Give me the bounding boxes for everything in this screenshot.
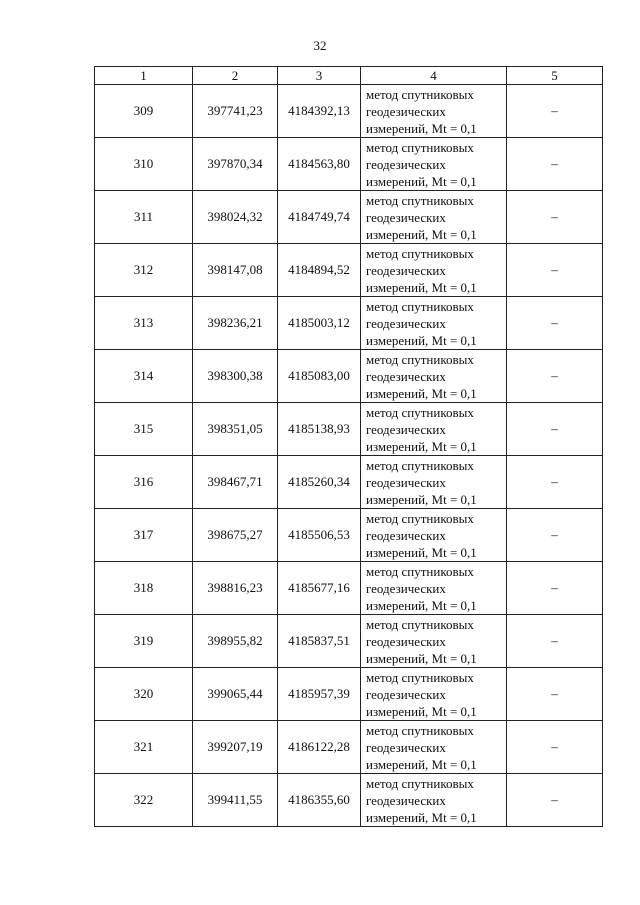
- point-number-cell: 318: [95, 562, 193, 615]
- column-header-4: 4: [361, 67, 507, 85]
- y-coordinate-cell: 4185677,16: [278, 562, 361, 615]
- column-header-5: 5: [507, 67, 603, 85]
- method-text: метод спутниковых геодезических измерений, Mt = 0,1: [366, 510, 477, 560]
- table-row: [95, 615, 603, 668]
- note-cell: –: [507, 509, 603, 562]
- method-cell: [361, 297, 507, 350]
- point-number-cell: 322: [95, 774, 193, 827]
- x-coordinate-cell: 399065,44: [193, 668, 278, 721]
- x-coordinate-cell: 399207,19: [193, 721, 278, 774]
- method-cell: [361, 138, 507, 191]
- x-coordinate-cell: 398300,38: [193, 350, 278, 403]
- y-coordinate-cell: 4184749,74: [278, 191, 361, 244]
- method-cell: [361, 774, 507, 827]
- method-cell: [361, 615, 507, 668]
- method-text: метод спутниковых геодезических измерений, Mt = 0,1: [366, 192, 477, 242]
- method-text: метод спутниковых геодезических измерений, Mt = 0,1: [366, 298, 477, 348]
- y-coordinate-cell: 4185260,34: [278, 456, 361, 509]
- note-cell: –: [507, 774, 603, 827]
- table-row: [95, 721, 603, 774]
- method-cell: [361, 403, 507, 456]
- page-number: 32: [313, 38, 327, 53]
- method-text: метод спутниковых геодезических измерений, Mt = 0,1: [366, 775, 477, 825]
- table-row: [95, 668, 603, 721]
- method-text: метод спутниковых геодезических измерений, Mt = 0,1: [366, 616, 477, 666]
- table-row: [95, 456, 603, 509]
- method-text: метод спутниковых геодезических измерений, Mt = 0,1: [366, 404, 477, 454]
- x-coordinate-cell: 397870,34: [193, 138, 278, 191]
- note-cell: –: [507, 668, 603, 721]
- x-coordinate-cell: 397741,23: [193, 85, 278, 138]
- method-text: метод спутниковых геодезических измерений, Mt = 0,1: [366, 86, 477, 136]
- table-row: [95, 85, 603, 138]
- table-body: [95, 85, 603, 827]
- point-number-cell: 310: [95, 138, 193, 191]
- point-number-cell: 321: [95, 721, 193, 774]
- method-text: метод спутниковых геодезических измерений, Mt = 0,1: [366, 669, 477, 719]
- method-text: метод спутниковых геодезических измерений, Mt = 0,1: [366, 245, 477, 295]
- method-cell: [361, 85, 507, 138]
- coordinates-table: [94, 66, 603, 827]
- note-cell: –: [507, 244, 603, 297]
- column-header-2: 2: [193, 67, 278, 85]
- point-number-cell: 312: [95, 244, 193, 297]
- y-coordinate-cell: 4184894,52: [278, 244, 361, 297]
- table-row: [95, 509, 603, 562]
- note-cell: –: [507, 85, 603, 138]
- note-cell: –: [507, 403, 603, 456]
- point-number-cell: 316: [95, 456, 193, 509]
- point-number-cell: 320: [95, 668, 193, 721]
- point-number-cell: 315: [95, 403, 193, 456]
- method-cell: [361, 350, 507, 403]
- x-coordinate-cell: 398816,23: [193, 562, 278, 615]
- method-cell: [361, 509, 507, 562]
- method-text: метод спутниковых геодезических измерений, Mt = 0,1: [366, 722, 477, 772]
- method-cell: [361, 244, 507, 297]
- method-cell: [361, 456, 507, 509]
- y-coordinate-cell: 4184563,80: [278, 138, 361, 191]
- note-cell: –: [507, 350, 603, 403]
- table-row: [95, 244, 603, 297]
- method-text: метод спутниковых геодезических измерений, Mt = 0,1: [366, 457, 477, 507]
- table-row: [95, 297, 603, 350]
- x-coordinate-cell: 398024,32: [193, 191, 278, 244]
- method-cell: [361, 562, 507, 615]
- y-coordinate-cell: 4184392,13: [278, 85, 361, 138]
- note-cell: –: [507, 297, 603, 350]
- x-coordinate-cell: 398955,82: [193, 615, 278, 668]
- y-coordinate-cell: 4185003,12: [278, 297, 361, 350]
- table-header: [95, 67, 603, 85]
- method-cell: [361, 191, 507, 244]
- point-number-cell: 314: [95, 350, 193, 403]
- note-cell: –: [507, 721, 603, 774]
- point-number-cell: 319: [95, 615, 193, 668]
- point-number-cell: 313: [95, 297, 193, 350]
- note-cell: –: [507, 562, 603, 615]
- table-row: [95, 191, 603, 244]
- note-cell: –: [507, 138, 603, 191]
- point-number-cell: 317: [95, 509, 193, 562]
- x-coordinate-cell: 399411,55: [193, 774, 278, 827]
- table-row: [95, 403, 603, 456]
- method-text: метод спутниковых геодезических измерений, Mt = 0,1: [366, 139, 477, 189]
- y-coordinate-cell: 4185837,51: [278, 615, 361, 668]
- table-row: [95, 138, 603, 191]
- table-row: [95, 350, 603, 403]
- note-cell: –: [507, 615, 603, 668]
- y-coordinate-cell: 4185506,53: [278, 509, 361, 562]
- x-coordinate-cell: 398675,27: [193, 509, 278, 562]
- x-coordinate-cell: 398467,71: [193, 456, 278, 509]
- note-cell: –: [507, 456, 603, 509]
- y-coordinate-cell: 4186122,28: [278, 721, 361, 774]
- y-coordinate-cell: 4185138,93: [278, 403, 361, 456]
- point-number-cell: 309: [95, 85, 193, 138]
- column-header-3: 3: [278, 67, 361, 85]
- y-coordinate-cell: 4185083,00: [278, 350, 361, 403]
- x-coordinate-cell: 398236,21: [193, 297, 278, 350]
- point-number-cell: 311: [95, 191, 193, 244]
- header-row: [95, 67, 603, 85]
- table-row: [95, 562, 603, 615]
- method-text: метод спутниковых геодезических измерений, Mt = 0,1: [366, 351, 477, 401]
- x-coordinate-cell: 398147,08: [193, 244, 278, 297]
- method-cell: [361, 668, 507, 721]
- y-coordinate-cell: 4185957,39: [278, 668, 361, 721]
- method-text: метод спутниковых геодезических измерений, Mt = 0,1: [366, 563, 477, 613]
- column-header-1: 1: [95, 67, 193, 85]
- method-cell: [361, 721, 507, 774]
- x-coordinate-cell: 398351,05: [193, 403, 278, 456]
- table-row: [95, 774, 603, 827]
- note-cell: –: [507, 191, 603, 244]
- y-coordinate-cell: 4186355,60: [278, 774, 361, 827]
